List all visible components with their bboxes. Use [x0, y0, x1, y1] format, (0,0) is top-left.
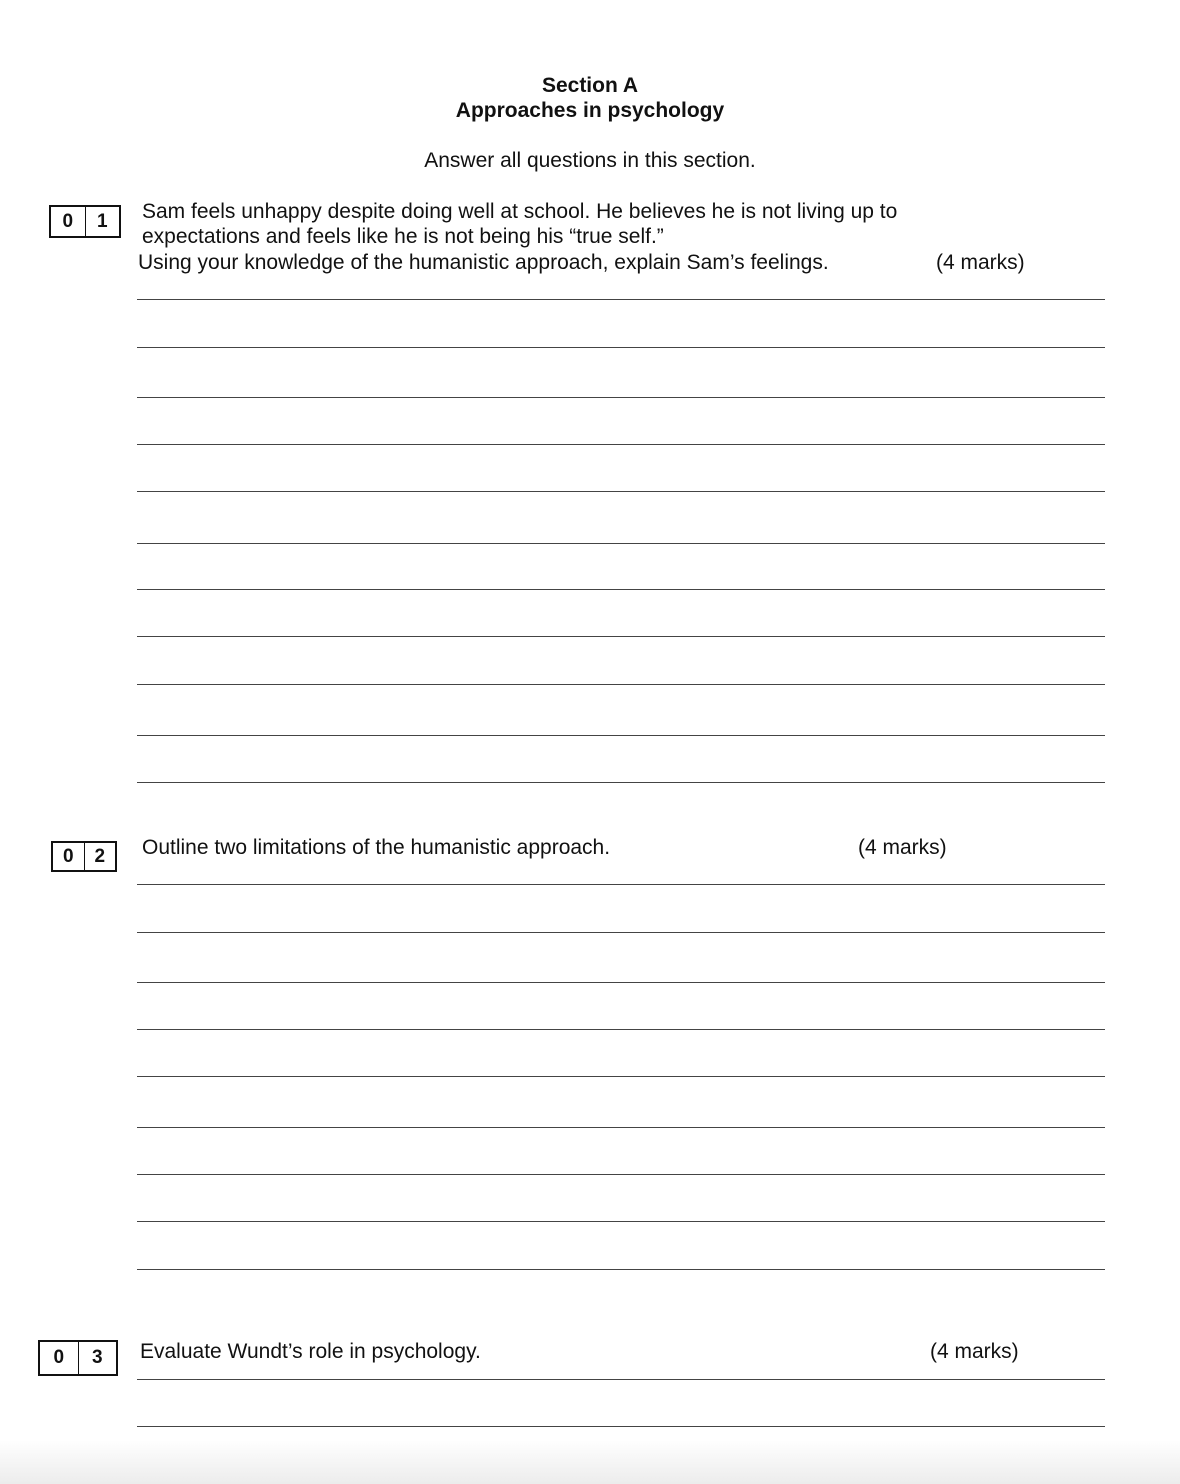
question-02-marks: (4 marks)	[858, 836, 947, 859]
question-number-digit: 0	[62, 210, 74, 232]
section-title: Section A	[541, 74, 639, 97]
question-02-text: Outline two limitations of the humanistic approach.	[142, 836, 611, 859]
question-number-digit: 0	[62, 845, 74, 867]
answer-line	[137, 1127, 1105, 1128]
question-01-text-line-1: Sam feels unhappy despite doing well at school. He believes he is not living up to	[142, 200, 898, 223]
answer-line	[137, 491, 1105, 492]
answer-line	[137, 1379, 1105, 1380]
answer-line	[137, 884, 1105, 885]
question-number-box-01	[49, 205, 121, 238]
section-instruction: Answer all questions in this section.	[424, 149, 756, 172]
question-03-marks: (4 marks)	[930, 1340, 1019, 1363]
answer-line	[137, 1174, 1105, 1175]
question-number-box-03	[38, 1340, 118, 1376]
question-01-text-line-3: Using your knowledge of the humanistic approach, explain Sam’s feelings.	[138, 251, 829, 274]
question-number-digit: 0	[53, 1347, 65, 1368]
question-number-digit: 1	[85, 207, 120, 236]
answer-line	[137, 636, 1105, 637]
question-number-box-02	[51, 841, 117, 872]
answer-line	[137, 589, 1105, 590]
answer-line	[137, 982, 1105, 983]
question-03-text: Evaluate Wundt’s role in psychology.	[140, 1340, 481, 1363]
answer-line	[137, 932, 1105, 933]
answer-line	[137, 1221, 1105, 1222]
answer-line	[137, 1426, 1105, 1427]
answer-line	[137, 299, 1105, 300]
section-subtitle: Approaches in psychology	[455, 99, 725, 122]
answer-line	[137, 397, 1105, 398]
answer-line	[137, 1029, 1105, 1030]
question-01-text-line-2: expectations and feels like he is not being his “true self.”	[142, 225, 664, 248]
page-bottom-shadow	[0, 1440, 1180, 1484]
question-number-digit: 2	[84, 843, 116, 870]
question-01-marks: (4 marks)	[936, 251, 1025, 274]
question-number-digit: 3	[78, 1342, 117, 1374]
answer-line	[137, 782, 1105, 783]
answer-line	[137, 735, 1105, 736]
answer-line	[137, 684, 1105, 685]
answer-line	[137, 347, 1105, 348]
answer-line	[137, 444, 1105, 445]
answer-line	[137, 1076, 1105, 1077]
answer-line	[137, 543, 1105, 544]
answer-line	[137, 1269, 1105, 1270]
